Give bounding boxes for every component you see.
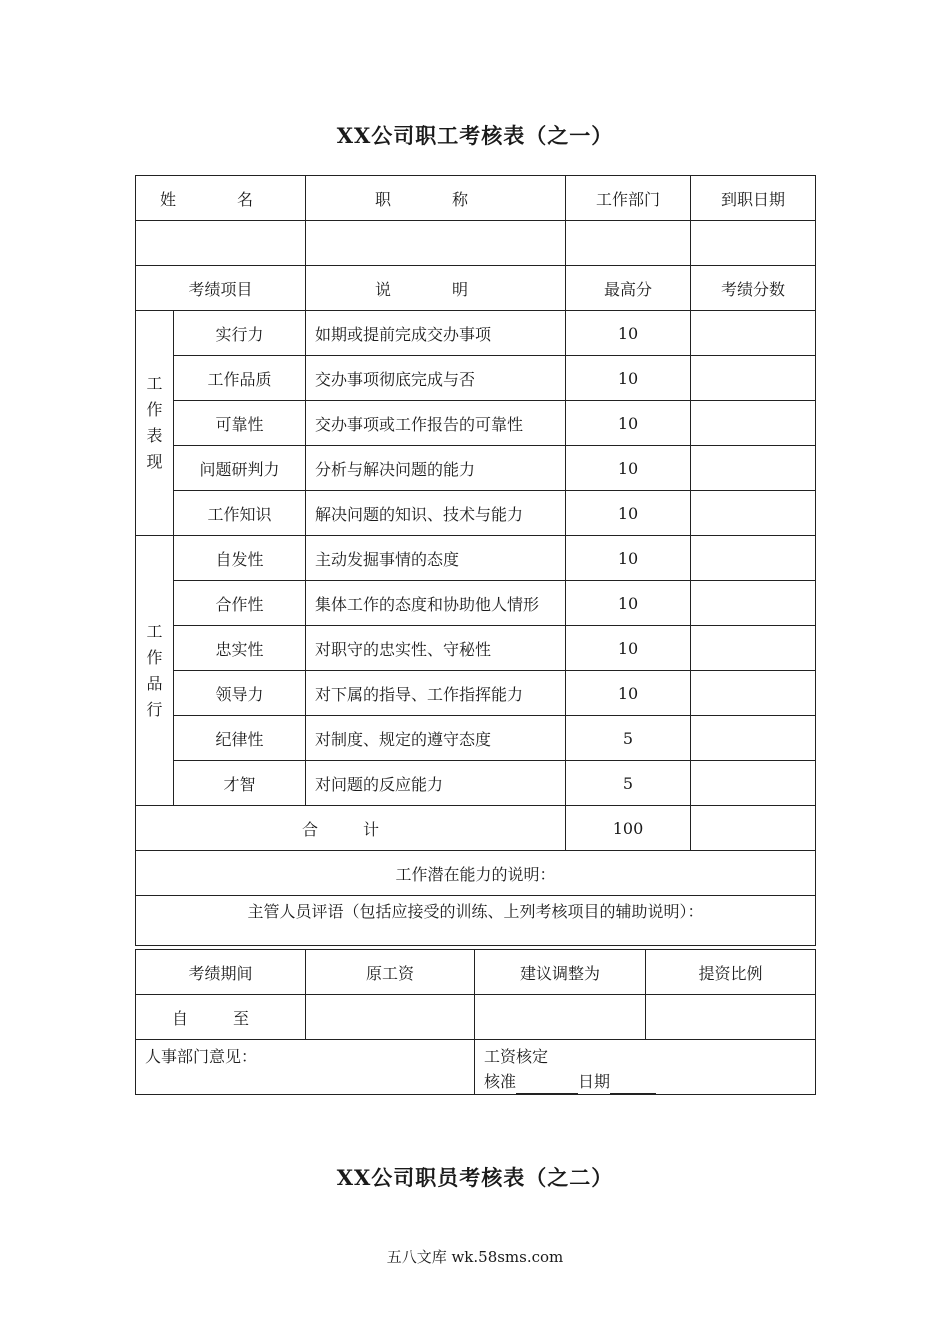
footer-watermark: 五八文库 wk.58sms.com: [386, 1248, 564, 1266]
criterion-max: 10: [566, 671, 691, 716]
potential-ability-field[interactable]: 工作潜在能力的说明：: [136, 851, 816, 896]
date-blank[interactable]: [610, 1077, 656, 1094]
criteria-header-max: 最高分: [566, 266, 691, 311]
supervisor-comments-field[interactable]: 主管人员评语（包括应接受的训练、上列考核项目的辅助说明）：: [136, 896, 816, 946]
criterion-item: 自发性: [174, 536, 306, 581]
criterion-item: 领导力: [174, 671, 306, 716]
approve-blank[interactable]: [516, 1077, 578, 1094]
criterion-item: 问题研判力: [174, 446, 306, 491]
start-date-field[interactable]: [691, 221, 816, 266]
approve-label: 核准: [484, 1072, 517, 1091]
score-field[interactable]: [691, 581, 816, 626]
criterion-max: 10: [566, 446, 691, 491]
hr-opinion-field[interactable]: 人事部门意见：: [136, 1040, 475, 1095]
total-score-field[interactable]: [691, 806, 816, 851]
criteria-header-item: 考绩项目: [136, 266, 306, 311]
salary-header-ratio: 提资比例: [646, 950, 816, 995]
score-field[interactable]: [691, 401, 816, 446]
criterion-item: 工作知识: [174, 491, 306, 536]
criterion-desc: 对职守的忠实性、守秘性: [306, 626, 566, 671]
score-field[interactable]: [691, 356, 816, 401]
criteria-header-score: 考绩分数: [691, 266, 816, 311]
criterion-item: 合作性: [174, 581, 306, 626]
criterion-item: 工作品质: [174, 356, 306, 401]
criterion-item: 才智: [174, 761, 306, 806]
evaluation-table: [135, 175, 816, 946]
salary-header-original: 原工资: [306, 950, 475, 995]
criterion-item: 纪律性: [174, 716, 306, 761]
header-department: 工作部门: [566, 176, 691, 221]
form-title-2: XX公司职员考核表（之二）: [336, 1165, 614, 1190]
score-field[interactable]: [691, 716, 816, 761]
department-field[interactable]: [566, 221, 691, 266]
salary-check-cell[interactable]: [475, 1040, 816, 1095]
total-max: 100: [566, 806, 691, 851]
criterion-item: 可靠性: [174, 401, 306, 446]
salary-header-suggest: 建议调整为: [475, 950, 646, 995]
criterion-max: 10: [566, 491, 691, 536]
salary-table: [135, 949, 816, 1095]
raise-ratio-field[interactable]: [646, 995, 816, 1040]
criterion-item: 实行力: [174, 311, 306, 356]
period-field[interactable]: 自 至: [136, 995, 306, 1040]
score-field[interactable]: [691, 626, 816, 671]
criterion-max: 10: [566, 626, 691, 671]
criterion-desc: 交办事项或工作报告的可靠性: [306, 401, 566, 446]
score-field[interactable]: [691, 311, 816, 356]
criterion-max: 10: [566, 581, 691, 626]
criterion-desc: 如期或提前完成交办事项: [306, 311, 566, 356]
criterion-desc: 集体工作的态度和协助他人情形: [306, 581, 566, 626]
salary-check-label: 工资核定: [484, 1047, 549, 1066]
group-label: 工作品行: [136, 536, 174, 806]
criterion-max: 10: [566, 401, 691, 446]
score-field[interactable]: [691, 761, 816, 806]
name-field[interactable]: [136, 221, 306, 266]
criterion-desc: 解决问题的知识、技术与能力: [306, 491, 566, 536]
criterion-desc: 交办事项彻底完成与否: [306, 356, 566, 401]
criterion-desc: 对问题的反应能力: [306, 761, 566, 806]
header-position: 职 称: [306, 176, 566, 221]
header-start-date: 到职日期: [691, 176, 816, 221]
approve-line: [484, 1069, 815, 1094]
score-field[interactable]: [691, 491, 816, 536]
criterion-item: 忠实性: [174, 626, 306, 671]
criterion-desc: 对制度、规定的遵守态度: [306, 716, 566, 761]
salary-header-period: 考绩期间: [136, 950, 306, 995]
header-name: 姓 名: [136, 176, 306, 221]
criterion-max: 5: [566, 716, 691, 761]
criterion-max: 10: [566, 356, 691, 401]
criterion-max: 5: [566, 761, 691, 806]
score-field[interactable]: [691, 671, 816, 716]
suggested-salary-field[interactable]: [475, 995, 646, 1040]
criterion-max: 10: [566, 311, 691, 356]
group-label: 工作表现: [136, 311, 174, 536]
criterion-desc: 主动发掘事情的态度: [306, 536, 566, 581]
score-field[interactable]: [691, 536, 816, 581]
criterion-max: 10: [566, 536, 691, 581]
total-label: 合 计: [136, 806, 566, 851]
form-title: XX公司职工考核表（之一）: [336, 123, 614, 148]
criterion-desc: 对下属的指导、工作指挥能力: [306, 671, 566, 716]
criteria-header-desc: 说 明: [306, 266, 566, 311]
position-field[interactable]: [306, 221, 566, 266]
score-field[interactable]: [691, 446, 816, 491]
criterion-desc: 分析与解决问题的能力: [306, 446, 566, 491]
date-label: 日期: [578, 1072, 611, 1091]
original-salary-field[interactable]: [306, 995, 475, 1040]
